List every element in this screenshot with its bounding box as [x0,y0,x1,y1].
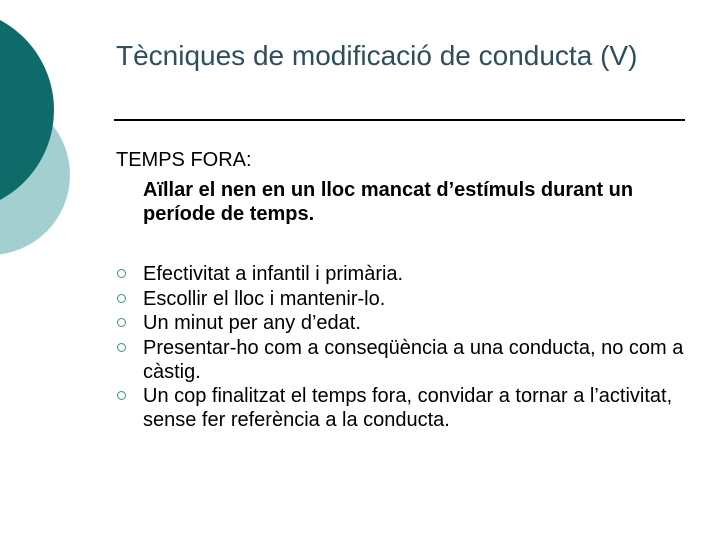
bullet-text: Escollir el lloc i mantenir-lo. [143,287,386,310]
list-item [116,336,686,384]
list-item [116,262,686,286]
list-item [116,384,686,432]
section-heading: TEMPS FORA: [116,149,252,171]
circle-bullet-icon [117,391,126,400]
list-item [116,287,686,311]
bullet-text: Efectivitat a infantil i primària. [143,263,404,285]
circle-bullet-icon [117,318,126,327]
bullet-list [116,262,686,433]
circle-bullet-icon [117,343,126,352]
bullet-text: Un cop finalitzat el temps fora, convidar a tornar a l’activitat, sense fer referència a la conducta. [143,385,673,431]
decorative-circles [0,0,120,300]
list-item [116,311,686,335]
bullet-text: Un minut per any d’edat. [143,312,361,334]
title-divider [114,119,685,121]
circle-bullet-icon [117,269,126,278]
circle-bullet-icon [117,294,126,303]
slide-title: Tècniques de modificació de conducta (V) [116,40,638,71]
bullet-text: Presentar-ho com a conseqüència a una conducta, no com a càstig. [143,336,684,383]
section-definition: Aïllar el nen en un lloc mancat d’estímuls durant un període de temps. [143,179,634,225]
